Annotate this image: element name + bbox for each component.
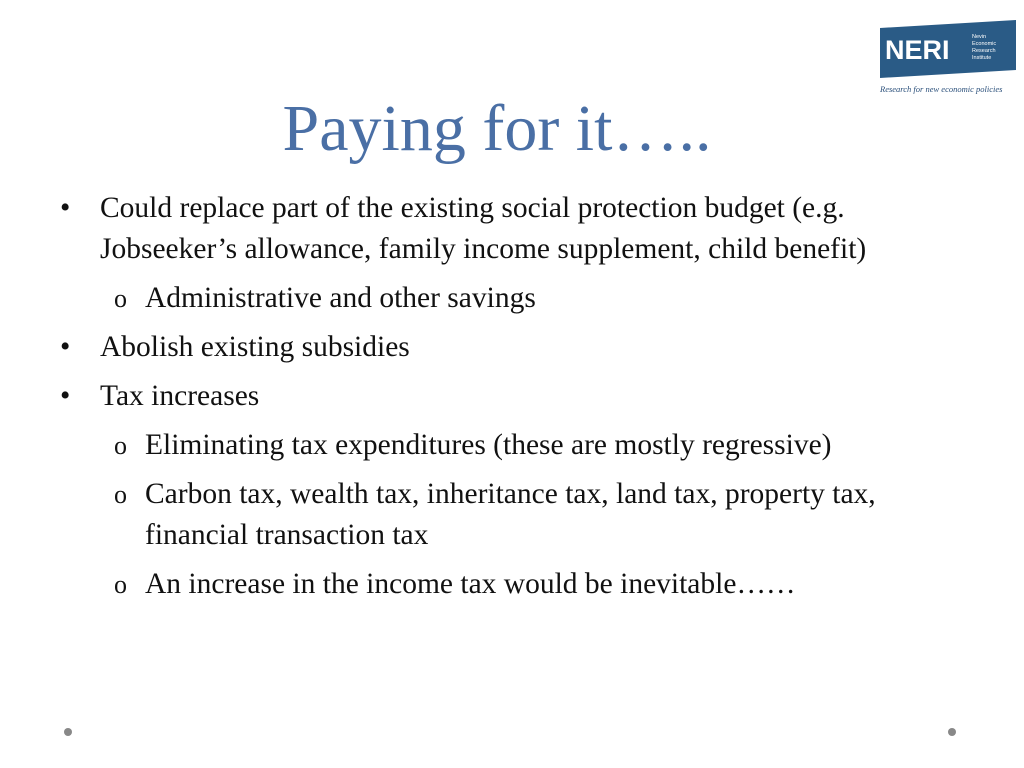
sub-bullet-item: [56, 564, 976, 605]
bullet-text: Could replace part of the existing social protection budget (e.g. Jobseeker’s allowance, family income supplement, child benefit): [100, 192, 867, 265]
logo-line-1: Nevin: [972, 34, 987, 40]
logo-tagline: Research for new economic policies: [880, 84, 1003, 94]
sub-bullet-item: [56, 425, 976, 466]
sub-bullet-item: [56, 278, 976, 319]
bullet-marker: •: [60, 331, 71, 363]
slide-title: Paying for it…..: [282, 92, 712, 165]
sub-bullet-marker: o: [114, 284, 127, 313]
sub-bullet-marker: o: [114, 480, 127, 509]
decorative-dot-left: [64, 728, 72, 736]
bullet-item: [56, 188, 976, 270]
logo-line-2: Economic: [972, 41, 997, 47]
logo-line-3: Research: [972, 48, 996, 54]
bullet-marker: •: [60, 192, 71, 224]
sub-bullet-item: [56, 474, 976, 556]
bullet-marker: •: [60, 380, 71, 412]
bullet-item: [56, 376, 976, 417]
bullet-list: [56, 188, 976, 613]
sub-bullet-marker: o: [114, 570, 127, 599]
bullet-text: Abolish existing subsidies: [100, 331, 410, 363]
sub-bullet-text: An increase in the income tax would be inevitable……: [145, 568, 796, 600]
sub-bullet-marker: o: [114, 431, 127, 460]
logo-line-4: Institute: [972, 55, 992, 61]
logo-letters: NERI: [885, 35, 950, 65]
neri-logo-mark: [880, 20, 1016, 78]
sub-bullet-text: Carbon tax, wealth tax, inheritance tax, land tax, property tax, financial transaction tax: [145, 478, 876, 551]
bullet-item: [56, 327, 976, 368]
decorative-dot-right: [948, 728, 956, 736]
sub-bullet-text: Eliminating tax expenditures (these are mostly regressive): [145, 429, 832, 461]
bullet-text: Tax increases: [100, 380, 260, 412]
sub-bullet-text: Administrative and other savings: [145, 282, 536, 314]
